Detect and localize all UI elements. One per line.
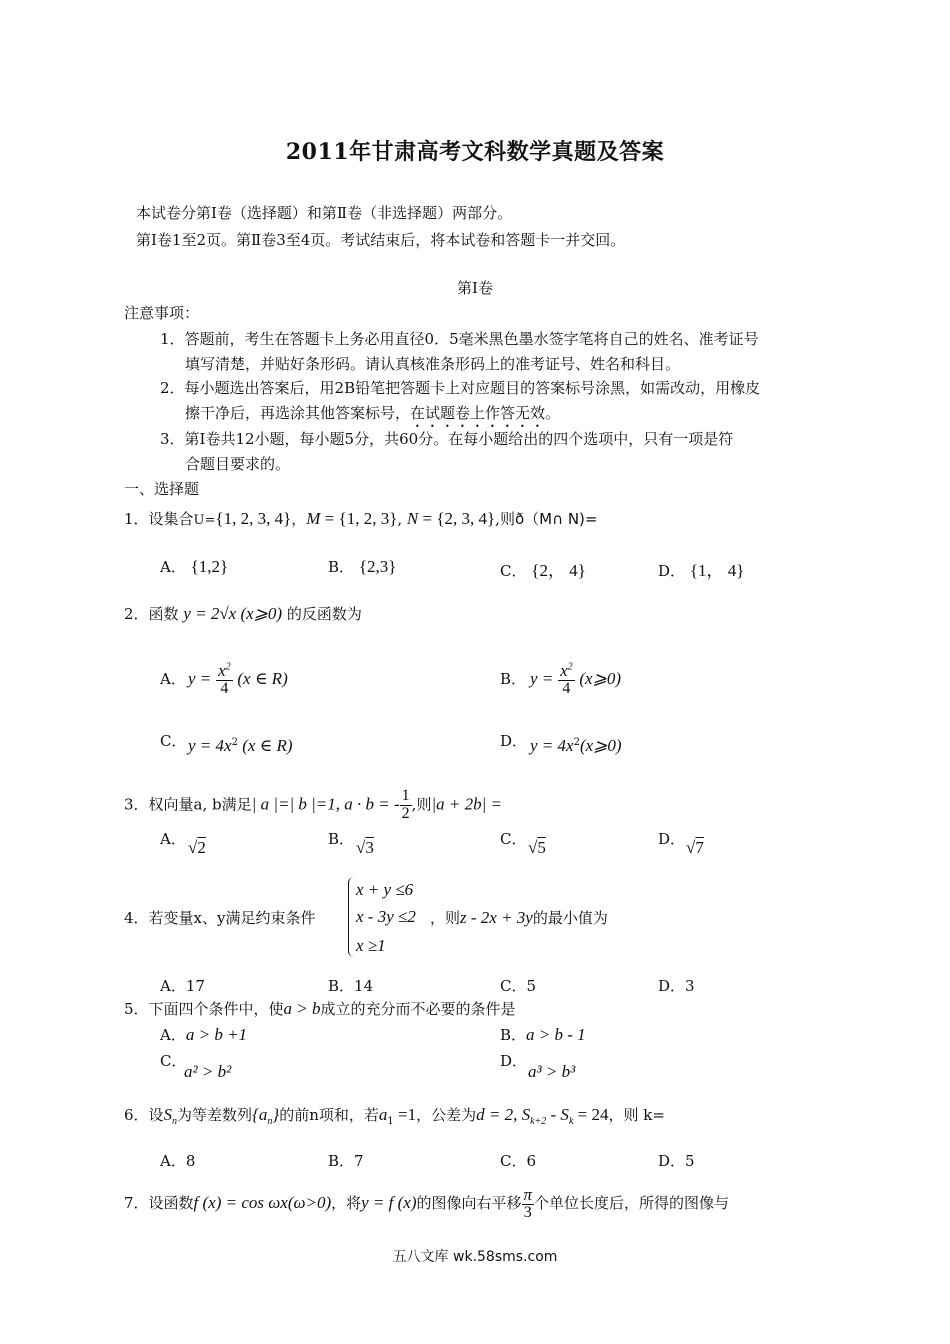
q3-prefix: 3．权向量a, b满足 [124, 795, 252, 814]
q4-suffix: 的最小值为 [532, 909, 608, 927]
part-heading: 一、选择题 [124, 480, 200, 498]
q1-d-value: {1， 4} [689, 561, 745, 580]
q6-d-expr: d = 2, S [476, 1105, 531, 1124]
q4-option-d[interactable]: D．3 [658, 977, 695, 995]
q2-a-sup: 2 [225, 661, 231, 673]
q2-d-tail: (x⩾0) [579, 736, 622, 755]
q3-d-text: 7 [695, 838, 704, 857]
q3-num: 1 [401, 787, 410, 804]
q6-option-a[interactable]: A．8 [160, 1152, 196, 1170]
q5-option-a[interactable] [160, 1024, 247, 1045]
q1-d-label: D． [658, 562, 686, 580]
q2-c-sup: 2 [231, 737, 238, 748]
q6-s: S [163, 1105, 173, 1124]
q2-option-c[interactable] [188, 736, 293, 756]
note-1a: 1．答题前，考生在答题卡上务必用直径0．5毫米黑色墨水签字笔将自己的姓名、准考证号 [160, 330, 759, 348]
note-2b-emphasis: 在试题卷上作答无效 [410, 404, 546, 422]
intro-line-2: 第Ⅰ卷1至2页。第Ⅱ卷3至4页。考试结束后，将本试卷和答题卡一并交回。 [136, 231, 626, 249]
q1-set-u-values: 1, 2, 3, 4 [223, 509, 284, 528]
q6-prefix: 6．设 [124, 1106, 164, 1124]
note-2b-pre: 擦干净后，再选涂其他答案标号， [185, 404, 411, 422]
question-6 [124, 1104, 665, 1127]
q6-a1: a [378, 1105, 388, 1124]
q6-mid3: ，公差为 [416, 1106, 477, 1124]
q1-set-n-values: 2, 3, 4 [444, 509, 487, 528]
q5-suffix: 成立的充分而不必要的条件是 [320, 1000, 516, 1018]
q2-a-den: 4 [220, 679, 229, 697]
q3-option-c[interactable] [500, 828, 526, 849]
q1-b-text: 2,3 [366, 557, 389, 576]
q3-d-label: D． [658, 830, 686, 848]
q7-mid: ，将 [331, 1193, 362, 1212]
q3-option-d[interactable] [658, 828, 685, 849]
q3-a-text: 2 [197, 838, 206, 857]
q2-c-tail: (x ∈ R) [237, 736, 293, 755]
q2-suffix: 的反函数为 [286, 605, 362, 623]
note-3b: 合题目要求的。 [185, 455, 291, 473]
q6-seq-sub: n [267, 1116, 273, 1127]
q3-c-text: 5 [537, 838, 546, 857]
q6-mid2: 的前n项和，若 [279, 1106, 379, 1124]
q7-graph: y = f (x) [361, 1192, 417, 1212]
q1-d-text: 1， 4 [697, 561, 737, 580]
q4-constraint-2: x - 3y ≤2 [356, 907, 416, 926]
q6-option-d[interactable]: D．5 [658, 1152, 695, 1170]
notes-heading: 注意事项： [124, 304, 200, 322]
q2-c-expr: y = 4x [188, 736, 232, 755]
q2-option-d[interactable] [530, 736, 622, 756]
q2-d-expr: y = 4x [530, 736, 574, 755]
q6-sub-k2: k+2 [530, 1116, 547, 1127]
q2-prefix: 2．函数 [124, 605, 179, 623]
q3-a-value: √2 [188, 838, 206, 857]
q7-function: f (x) = cos ωx(ω>0) [193, 1192, 332, 1212]
q2-expr: y = 2√x (x⩾0) [183, 604, 283, 623]
intro-line-1: 本试卷分第Ⅰ卷（选择题）和第Ⅱ卷（非选择题）两部分。 [136, 204, 513, 222]
question-7 [124, 1186, 729, 1222]
q6-minus: - S [546, 1105, 569, 1124]
q1-c-text: 2， 4 [539, 561, 578, 580]
q1-a-value: {1,2} [190, 557, 229, 576]
q3-then: ,则 [411, 795, 432, 814]
q5-option-d-label[interactable]: D． [500, 1052, 528, 1070]
q3-b-label: B． [328, 830, 355, 848]
q6-suffix: ，则 k= [608, 1106, 665, 1124]
q6-eq24: = 24 [573, 1105, 609, 1124]
q7-suffix: 个单位长度后，所得的图像与 [534, 1193, 730, 1212]
q2-d-sup: 2 [573, 737, 580, 748]
q6-a1-value: =1 [393, 1105, 417, 1124]
q7-mid2: 的图像向右平移 [416, 1193, 522, 1212]
q5-b-label: B． [500, 1026, 527, 1044]
q3-c-value: √5 [528, 838, 546, 857]
q2-option-a-label[interactable]: A． [160, 670, 186, 688]
question-1: 1．设集合U={1, 2, 3, 4}，M = {1, 2, 3}, N = {2, 3, 4},则ð（M∩ N)= [124, 509, 598, 528]
q2-option-c-label[interactable]: C． [160, 732, 187, 750]
q1-then: 则 [499, 510, 515, 528]
q6-mid: 为等差数列 [177, 1106, 253, 1124]
q1-u: U= [193, 513, 216, 528]
note-3a: 3．第Ⅰ卷共12小题，每小题5分，共60分。在每小题给出的四个选项中，只有一项是符 [160, 430, 734, 448]
q1-option-c[interactable] [500, 556, 586, 581]
q4-tail [430, 907, 608, 928]
q3-condition: | a |=| b |=1, a · b = - [251, 794, 400, 814]
q5-prefix: 5．下面四个条件中，使 [124, 1000, 284, 1018]
q4-expr: z - 2x + 3y [460, 908, 533, 927]
q1-set-u: {1, 2, 3, 4} [215, 509, 292, 528]
q2-option-d-label[interactable]: D． [500, 732, 528, 750]
q1-b-value: {2,3} [358, 557, 397, 576]
q5-d-value: a³ > b³ [528, 1062, 576, 1081]
q5-expr: a > b [283, 999, 321, 1018]
q1-a-text: 1,2 [198, 557, 221, 576]
q6-option-c[interactable]: C．6 [500, 1152, 537, 1170]
q4-option-a[interactable]: A．17 [160, 977, 205, 995]
q3-c-label: C． [500, 830, 527, 848]
q1-option-b[interactable] [328, 556, 396, 577]
q3-option-b[interactable] [328, 828, 354, 849]
q5-a-value: a > b +1 [185, 1025, 248, 1044]
section-title: 第Ⅰ卷 [457, 279, 493, 297]
q1-c-label: C． [500, 562, 527, 580]
q2-a-num: x [218, 661, 226, 680]
q1-m: M [306, 509, 321, 528]
q7-prefix: 7．设函数 [124, 1193, 194, 1212]
q3-a-label: A． [160, 830, 186, 848]
q3-b-value: √3 [356, 838, 374, 857]
q2-b-sup: 2 [567, 661, 573, 673]
q4-constraint-3: x ≥1 [356, 936, 386, 955]
q4-then: ，则 [430, 909, 461, 927]
q2-b-den: 4 [562, 679, 571, 697]
note-2b [185, 402, 560, 431]
q5-c-value: a² > b² [184, 1062, 232, 1081]
q6-seq: {a [252, 1105, 268, 1124]
q1-option-a[interactable] [160, 556, 228, 577]
question-5 [124, 998, 516, 1019]
q7-fraction [522, 1186, 535, 1222]
q2-b-tail: (x⩾0) [579, 668, 622, 688]
q6-seq-end: } [272, 1105, 280, 1124]
q1-prefix: 1．设集合 [124, 510, 194, 528]
q1-m-eq: = {1, 2, 3} [320, 509, 398, 528]
q5-option-b[interactable] [500, 1024, 586, 1045]
q3-d-value: √7 [686, 838, 704, 857]
q6-sub-k: k [568, 1116, 574, 1127]
q2-b-y: y = [530, 668, 554, 688]
q4-constraint-1: x + y ≤6 [356, 880, 414, 899]
page-title: 2011年甘肃高考文科数学真题及答案 [285, 139, 665, 165]
q2-a-fraction [216, 662, 233, 698]
note-1b: 填写清楚，并贴好条形码。请认真核准条形码上的准考证号、姓名和科目。 [185, 355, 681, 373]
q6-s-sub: n [172, 1116, 178, 1127]
note-2b-post: 。 [545, 404, 561, 422]
q6-a1-sub: 1 [387, 1116, 394, 1127]
q1-set-m-values: 1, 2, 3 [346, 509, 390, 528]
q5-a-label: A． [160, 1026, 186, 1044]
q4-option-c[interactable]: C．5 [500, 977, 537, 995]
q3-target: |a + 2b| = [431, 794, 502, 814]
q6-option-b[interactable]: B．7 [328, 1152, 364, 1170]
q3-den: 2 [401, 804, 410, 822]
q2-option-b-label[interactable]: B． [500, 670, 527, 688]
q1-a-label: A． [160, 558, 186, 576]
q2-b-fraction [558, 662, 575, 698]
q1-n-eq: = {2, 3, 4} [418, 509, 496, 528]
q2-a-tail: (x ∈ R) [237, 668, 288, 688]
q7-den: 3 [523, 1203, 532, 1221]
q4-option-b[interactable]: B．14 [328, 977, 374, 995]
q3-b-text: 3 [365, 838, 374, 857]
q2-a-y: y = [188, 668, 212, 688]
question-2 [124, 603, 362, 624]
q2-option-a[interactable] [188, 662, 288, 698]
q7-num: π [523, 1185, 533, 1204]
q1-c-value: {2， 4} [531, 561, 586, 580]
q2-b-num: x [560, 661, 568, 680]
q1-option-d[interactable] [658, 556, 744, 581]
q1-n: N [406, 509, 419, 528]
q4-prefix: 4．若变量x、y满足约束条件 [124, 909, 316, 927]
q2-option-b[interactable] [530, 662, 621, 698]
question-3 [124, 788, 502, 823]
q1-expr: ð（M∩ N)= [514, 510, 598, 528]
note-2a: 2．每小题选出答案后，用2B铅笔把答题卡上对应题目的答案标号涂黑，如需改动，用橡皮 [160, 379, 761, 397]
q1-b-label: B． [328, 558, 355, 576]
q3-fraction [400, 788, 412, 823]
page-footer: 五八文库 wk.58sms.com [392, 1249, 558, 1265]
q3-option-a[interactable] [160, 828, 186, 849]
q5-option-c-label[interactable]: C． [160, 1052, 187, 1070]
q5-b-value: a > b - 1 [526, 1025, 586, 1044]
